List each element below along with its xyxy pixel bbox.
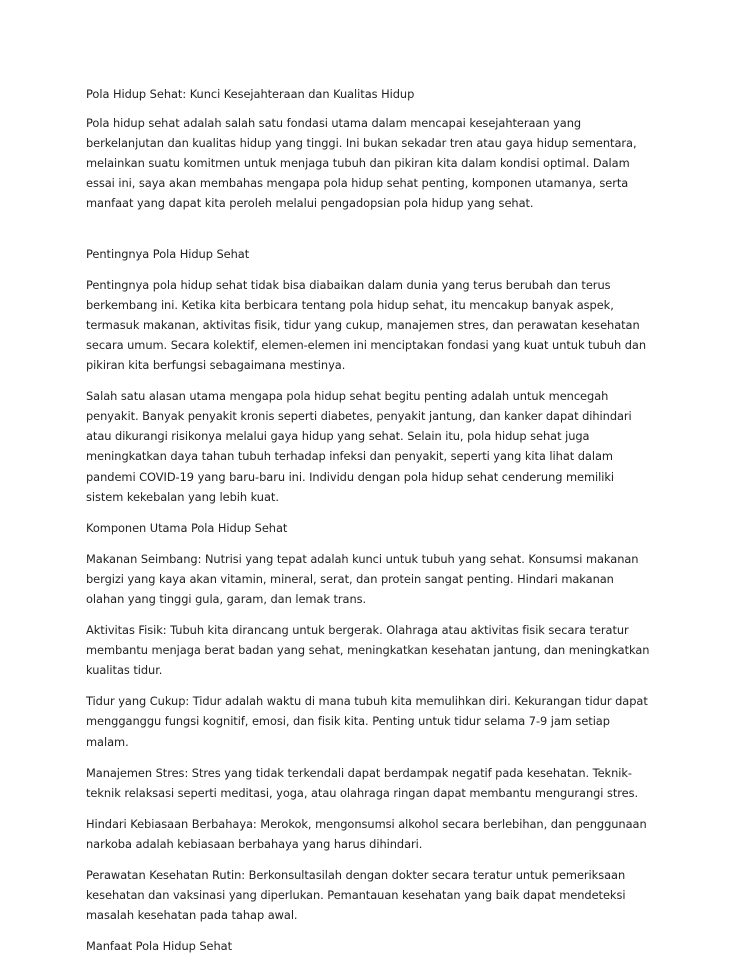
- component-paragraph-stress: Manajemen Stres: Stres yang tidak terkendali dapat berdampak negatif pada kesehatan. Teknik-teknik relaksasi seperti meditasi, yoga, atau olahraga ringan dapat membantu mengurangi stres.: [86, 765, 639, 800]
- component-paragraph-bad-habits: Hindari Kebiasaan Berbahaya: Merokok, mengonsumsi alkohol secara berlebihan, dan penggunaan narkoba adalah kebiasaan berbahaya yang harus dihindari.: [86, 816, 647, 851]
- section-heading-importance: Pentingnya Pola Hidup Sehat: [86, 246, 250, 261]
- document-body: [86, 84, 654, 967]
- document-title: Pola Hidup Sehat: Kunci Kesejahteraan dan Kualitas Hidup: [86, 87, 415, 101]
- component-paragraph-balanced-food: Makanan Seimbang: Nutrisi yang tepat adalah kunci untuk tubuh yang sehat. Konsumsi makanan bergizi yang kaya akan vitamin, mineral, serat, dan protein sangat penting. Hindari makanan olahan yang tinggi gula, garam, dan lemak trans.: [86, 551, 639, 606]
- blank-line: [86, 225, 654, 244]
- section-heading-benefits: Manfaat Pola Hidup Sehat: [86, 939, 233, 954]
- component-paragraph-sleep: Tidur yang Cukup: Tidur adalah waktu di mana tubuh kita memulihkan diri. Kekurangan tidur dapat mengganggu fungsi kognitif, emosi, dan fisik kita. Penting untuk tidur selama 7-9 jam setiap malam.: [86, 694, 648, 749]
- paragraph: Salah satu alasan utama mengapa pola hidup sehat begitu penting adalah untuk mencegah penyakit. Banyak penyakit kronis seperti diabetes, penyakit jantung, dan kanker dapat dihindari atau dikurangi risikonya melalui gaya hidup yang sehat. Selain itu, pola hidup sehat juga meningkatkan daya tahan tubuh terhadap infeksi dan penyakit, seperti yang kita lihat dalam pandemi COVID-19 yang baru-baru ini. Individu dengan pola hidup sehat cenderung memiliki sistem kekebalan yang lebih kuat.: [86, 389, 632, 504]
- component-paragraph-health-care: Perawatan Kesehatan Rutin: Berkonsultasilah dengan dokter secara teratur untuk pemeriksaan kesehatan dan vaksinasi yang diperlukan. Pemantauan kesehatan yang baik dapat mendeteksi masalah kesehatan pada tahap awal.: [86, 868, 626, 923]
- section-heading-components: Komponen Utama Pola Hidup Sehat: [86, 520, 288, 535]
- component-paragraph-physical-activity: Aktivitas Fisik: Tubuh kita dirancang untuk bergerak. Olahraga atau aktivitas fisik secara teratur membantu menjaga berat badan yang sehat, meningkatkan kesehatan jantung, dan meningkatkan kualitas tidur.: [86, 623, 650, 678]
- intro-paragraph: Pola hidup sehat adalah salah satu fondasi utama dalam mencapai kesejahteraan yang berkelanjutan dan kualitas hidup yang tinggi. Ini bukan sekadar tren atau gaya hidup sementara, melainkan suatu komitmen untuk menjaga tubuh dan pikiran kita dalam kondisi optimal. Dalam essai ini, saya akan membahas mengapa pola hidup sehat penting, komponen utamanya, serta manfaat yang dapat kita peroleh melalui pengadopsian pola hidup yang sehat.: [86, 116, 637, 211]
- paragraph: Pentingnya pola hidup sehat tidak bisa diabaikan dalam dunia yang terus berubah dan terus berkembang ini. Ketika kita berbicara tentang pola hidup sehat, itu mencakup banyak aspek, termasuk makanan, aktivitas fisik, tidur yang cukup, manajemen stres, dan perawatan kesehatan secara umum. Secara kolektif, elemen-elemen ini menciptakan fondasi yang kuat untuk tubuh dan pikiran kita berfungsi sebagaimana mestinya.: [86, 277, 647, 373]
